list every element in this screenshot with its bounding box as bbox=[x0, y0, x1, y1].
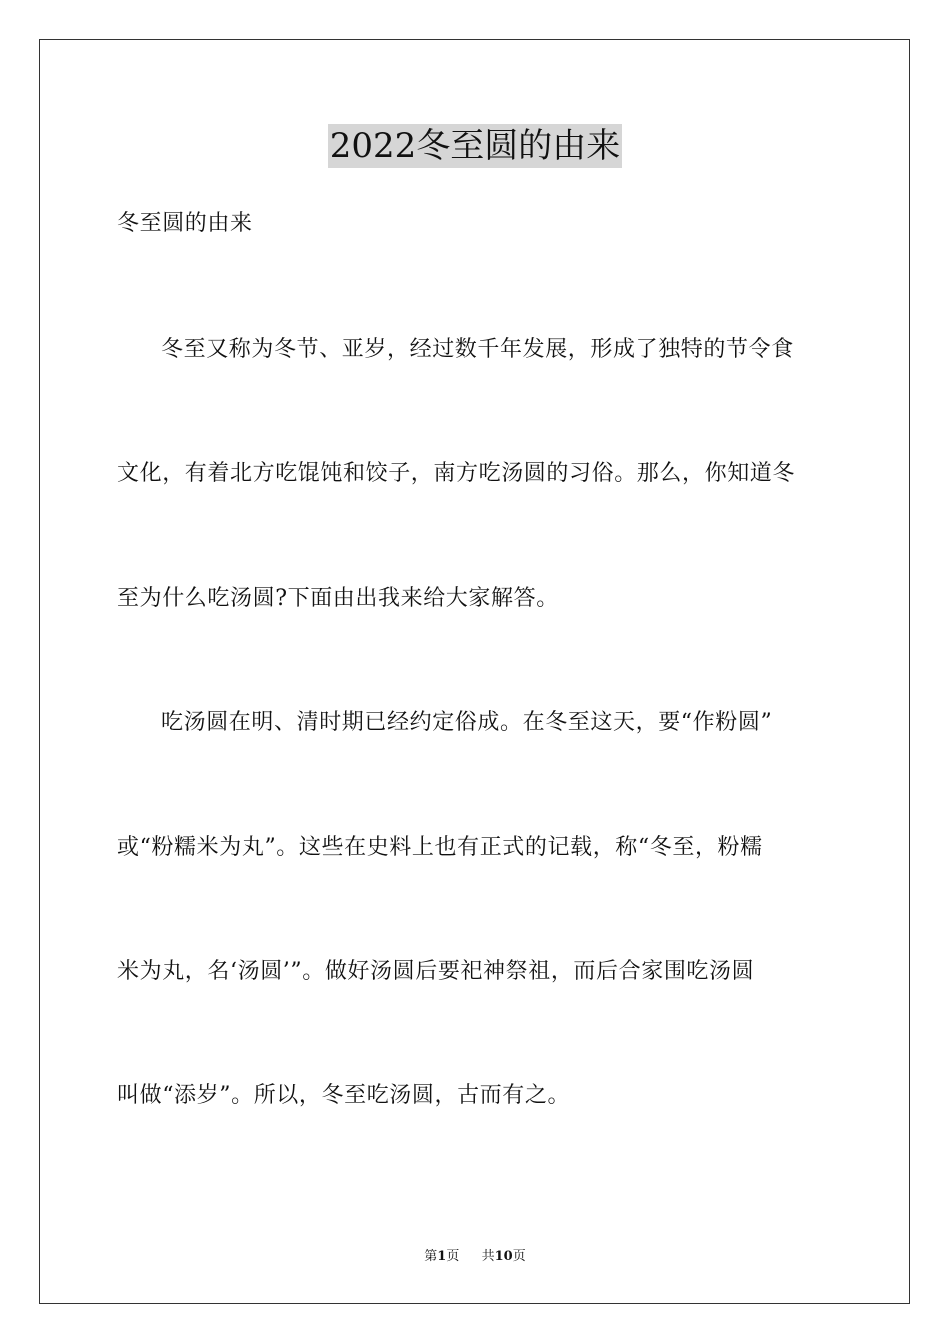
paragraph-line-7: 叫做“添岁”。所以，冬至吃汤圆，古而有之。 bbox=[117, 1083, 571, 1108]
page-prefix: 第 bbox=[424, 1249, 438, 1264]
paragraph-line-3: 至为什么吃汤圆?下面由出我来给大家解答。 bbox=[117, 586, 559, 611]
paragraph-line-2: 文化，有着北方吃馄饨和饺子，南方吃汤圆的习俗。那么，你知道冬 bbox=[117, 461, 796, 486]
page-suffix: 页 bbox=[446, 1249, 460, 1264]
page-total-number: 10 bbox=[494, 1249, 513, 1264]
paragraph-line-6: 米为丸，名‘汤圆’”。做好汤圆后要祀神祭祖，而后合家围吃汤圆 bbox=[117, 959, 755, 984]
total-prefix: 共 bbox=[481, 1249, 495, 1264]
page-footer bbox=[0, 1248, 950, 1266]
total-suffix: 页 bbox=[512, 1249, 526, 1264]
document-title: 2022冬至圆的由来 bbox=[329, 126, 621, 166]
document-subtitle: 冬至圆的由来 bbox=[117, 211, 253, 236]
paragraph-line-5: 或“粉糯米为丸”。这些在史料上也有正式的记载，称“冬至，粉糯 bbox=[117, 835, 763, 860]
paragraph-line-4: 吃汤圆在明、清时期已经约定俗成。在冬至这天，要“作粉圆” bbox=[161, 710, 773, 735]
page-current-number: 1 bbox=[437, 1249, 447, 1264]
title-container bbox=[0, 124, 950, 168]
paragraph-line-1: 冬至又称为冬节、亚岁，经过数千年发展，形成了独特的节令食 bbox=[161, 337, 794, 362]
